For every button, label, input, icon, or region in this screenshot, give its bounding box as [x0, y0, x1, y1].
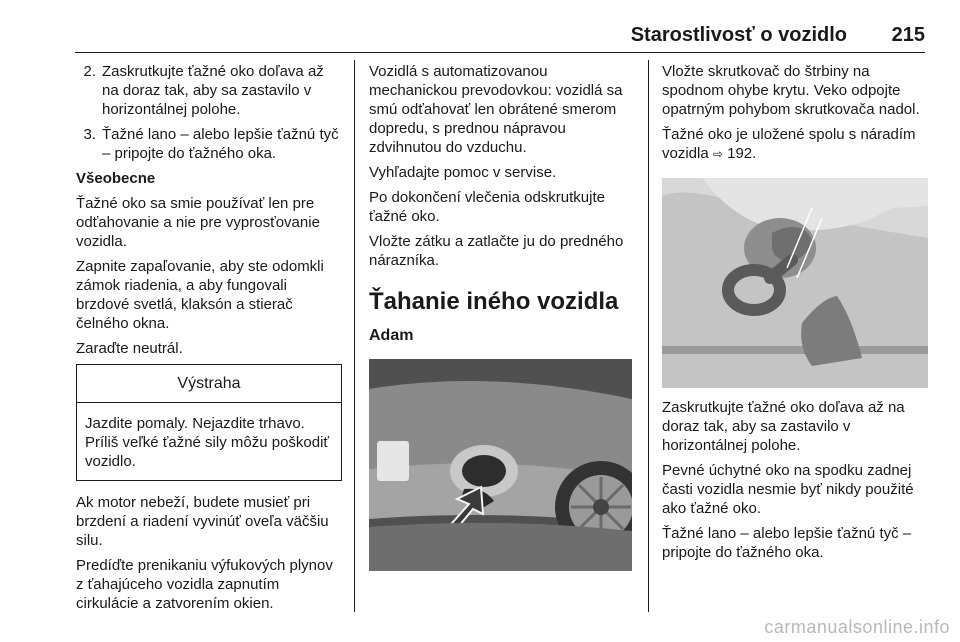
paragraph: Zapnite zapaľovanie, aby ste odomkli zámok riadenia, a aby fungovali brzdové svetlá, klaksón a stierač čelného okna.: [76, 258, 324, 332]
paragraph: Zaskrutkujte ťažné oko doľava až na doraz tak, aby sa zastavilo v horizontálnej polohe.: [662, 399, 905, 454]
car-rear-illustration: [369, 359, 632, 571]
page-reference-arrow-icon: ⇨: [712, 147, 723, 161]
column-divider: [648, 60, 649, 612]
warning-title: Výstraha: [77, 365, 341, 403]
paragraph: Ťažné lano – alebo lepšie ťažnú tyč – pripojte do ťažného oka.: [662, 525, 912, 561]
warning-body: Jazdite pomaly. Nejazdite trhavo. Príliš veľké ťažné sily môžu poškodiť vozidlo.: [85, 415, 330, 470]
step-number: 3.: [83, 126, 96, 143]
steps-list: [76, 62, 342, 163]
paragraph: Vložte skrutkovač do štrbiny na spodnom ohybe krytu. Veko odpojte opatrným pohybom skrutkovača nadol.: [662, 63, 920, 118]
paragraph-text: Ťažné oko je uložené spolu s náradím vozidla: [662, 126, 916, 162]
paragraph: Po dokončení vlečenia odskrutkujte ťažné oko.: [369, 189, 605, 225]
warning-box: [76, 364, 342, 481]
paragraph: Ťažné oko sa smie používať len pre odťahovanie a nie pre vyprosťovanie vozidla.: [76, 195, 320, 250]
tow-eye-image: [662, 178, 928, 388]
paragraph: Vozidlá s automatizovanou mechanickou prevodovkou: vozidlá sa smú odťahovať len obrátené smerom dopredu, s prednou nápravou zdvihnutou do vzduchu.: [369, 63, 623, 156]
section-subheading: Adam: [369, 327, 414, 344]
column-1: [76, 62, 342, 619]
page-number: 215: [891, 24, 925, 46]
column-divider: [354, 60, 355, 612]
paragraph: Predíďte prenikaniu výfukových plynov z ťahajúceho vozidla zapnutím cirkulácie a zatvorením okien.: [76, 557, 333, 612]
paragraph: [662, 125, 928, 164]
paragraph: Pevné úchytné oko na spodku zadnej časti vozidla nesmie byť nikdy použité ako ťažné oko.: [662, 462, 914, 517]
step-number: 2.: [83, 63, 96, 80]
column-2: [369, 62, 633, 583]
column-3: [662, 62, 928, 568]
page-title: Starostlivosť o vozidlo: [630, 24, 847, 46]
step-text: Ťažné lano – alebo lepšie ťažnú tyč – pripojte do ťažného oka.: [102, 126, 339, 162]
car-rear-image: [369, 359, 632, 571]
section-subheading: Všeobecne: [76, 170, 156, 187]
section-heading: Ťahanie iného vozidla: [369, 288, 619, 315]
paragraph: Ak motor nebeží, budete musieť pri brzdení a riadení vyvinúť oveľa väčšiu silu.: [76, 494, 329, 549]
page-reference[interactable]: 192.: [727, 145, 757, 162]
list-item: [76, 62, 342, 119]
tow-eye-illustration: [662, 178, 928, 388]
paragraph: Vložte zátku a zatlačte ju do predného nárazníka.: [369, 233, 624, 269]
list-item: [76, 125, 342, 163]
paragraph: Zaraďte neutrál.: [76, 340, 183, 357]
page-header: [75, 22, 925, 53]
step-text: Zaskrutkujte ťažné oko doľava až na doraz tak, aby sa zastavilo v horizontálnej polohe.: [102, 63, 324, 118]
paragraph: Vyhľadajte pomoc v servise.: [369, 164, 557, 181]
watermark: carmanualsonline.info: [764, 617, 950, 637]
